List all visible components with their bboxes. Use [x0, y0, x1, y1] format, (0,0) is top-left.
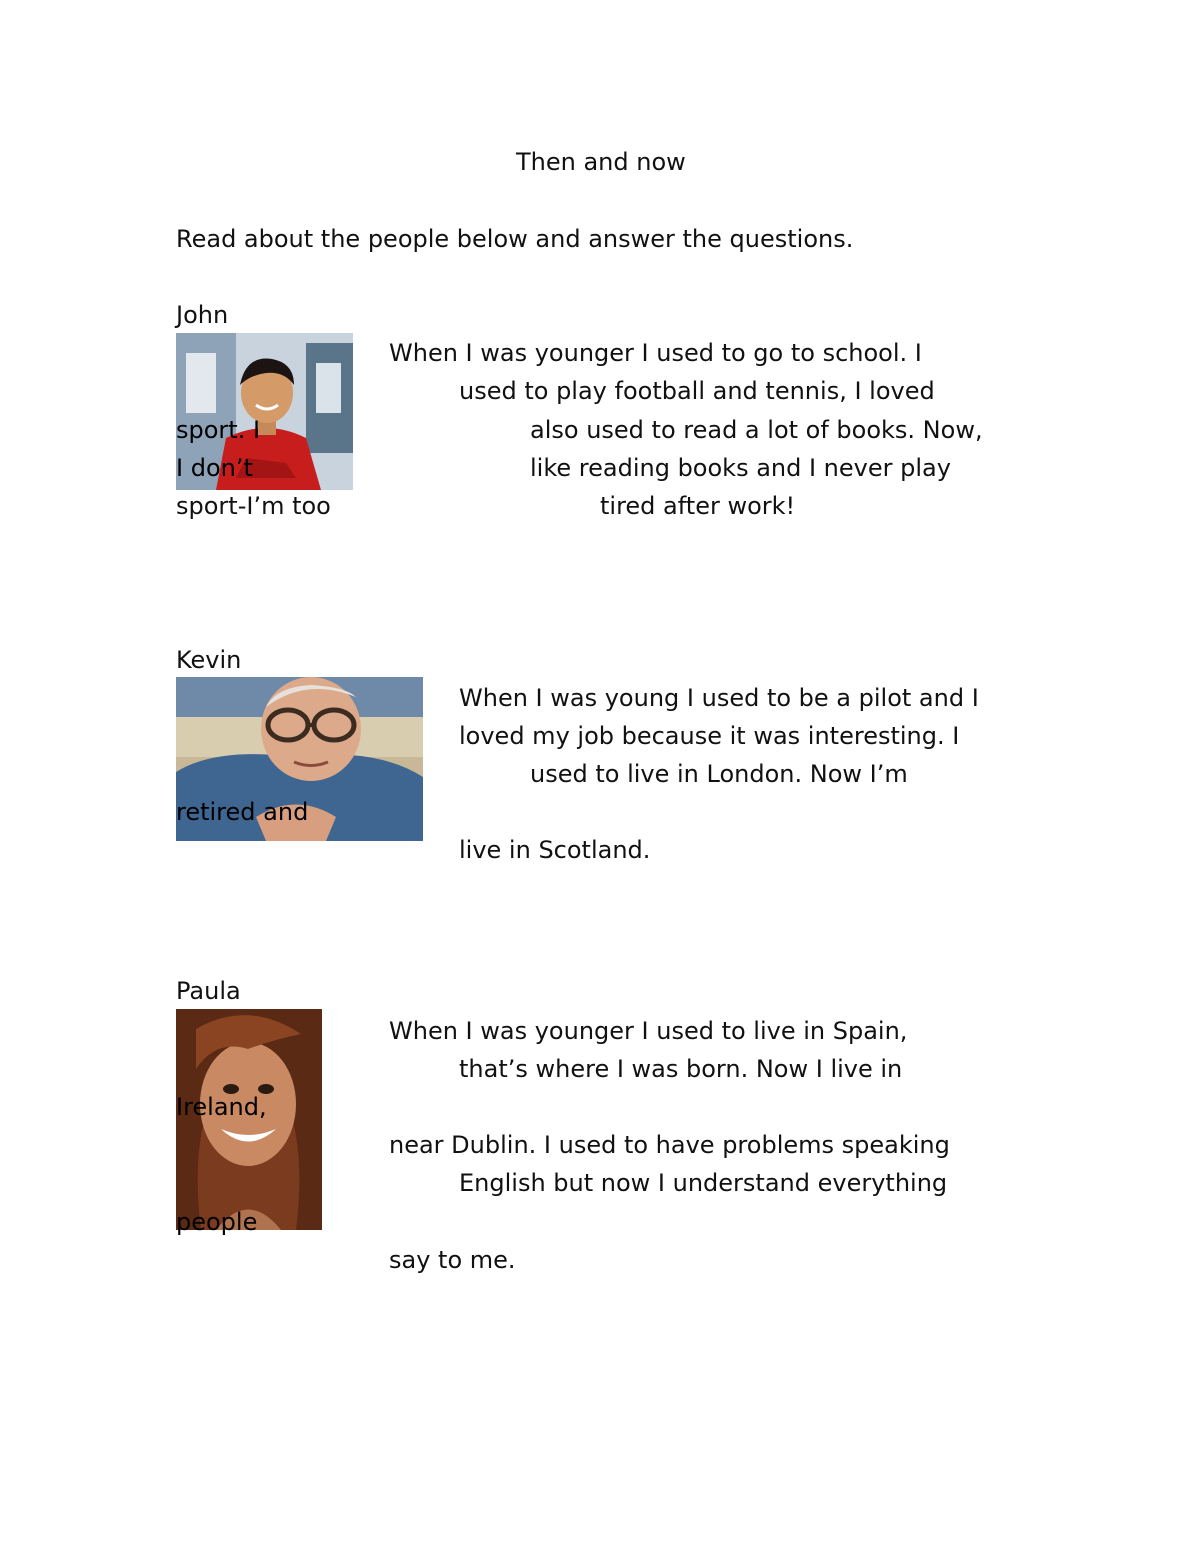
kevin-text-line-4: live in Scotland.	[459, 836, 651, 864]
paula-text-line-2: that’s where I was born. Now I live in	[459, 1055, 903, 1083]
person-name-paula: Paula	[176, 977, 241, 1005]
kevin-text-line-1: When I was young I used to be a pilot and I	[459, 684, 979, 712]
paula-text-line-5: say to me.	[389, 1246, 516, 1274]
paula-overlay-line-2: people	[176, 1208, 258, 1236]
person-name-kevin: Kevin	[176, 646, 242, 674]
paula-text-line-4: English but now I understand everything	[459, 1169, 948, 1197]
kevin-overlay-line-1: retired and	[176, 798, 309, 826]
person-name-john: John	[176, 301, 229, 329]
instructions: Read about the people below and answer the questions.	[176, 225, 854, 253]
john-text-line-3: also used to read a lot of books. Now,	[530, 416, 983, 444]
john-text-line-6: tired after work!	[600, 492, 796, 520]
john-text-line-5: sport-I’m too	[176, 492, 331, 520]
john-text-line-4: like reading books and I never play	[530, 454, 951, 482]
john-text-line-2: used to play football and tennis, I loved	[459, 377, 935, 405]
john-text-line-1: When I was younger I used to go to school. I	[389, 339, 922, 367]
paula-text-line-3: near Dublin. I used to have problems speaking	[389, 1131, 950, 1159]
paula-overlay-line-1: Ireland,	[176, 1093, 267, 1121]
kevin-text-line-3: used to live in London. Now I’m	[530, 760, 908, 788]
john-overlay-line-1: sport. I	[176, 416, 261, 444]
paula-text-line-1: When I was younger I used to live in Spain,	[389, 1017, 908, 1045]
page-title: Then and now	[516, 148, 686, 176]
john-overlay-line-2: I don’t	[176, 454, 253, 482]
kevin-text-line-2: loved my job because it was interesting. I	[459, 722, 960, 750]
